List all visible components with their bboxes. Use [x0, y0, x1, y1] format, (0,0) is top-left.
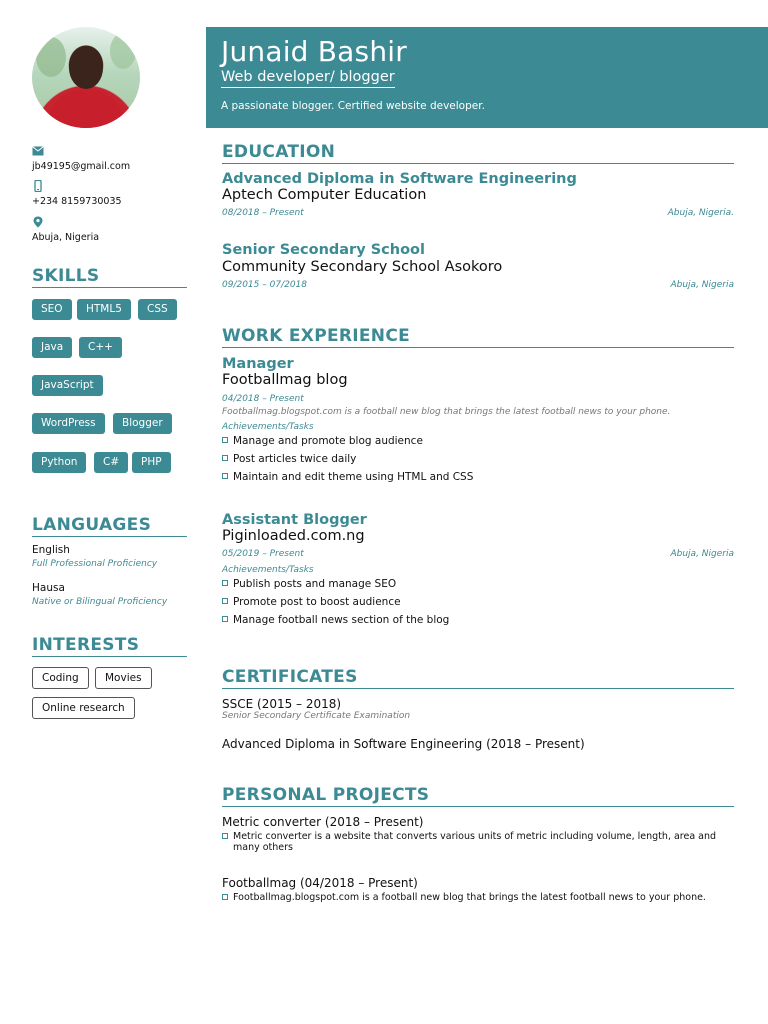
resume-header [206, 27, 768, 128]
email-text: jb49195@gmail.com [32, 161, 131, 172]
education-location: Abuja, Nigeria [670, 280, 734, 290]
education-date: 09/2015 – 07/2018 [222, 280, 307, 290]
job-title: Assistant Blogger [222, 512, 367, 528]
profile-photo [32, 27, 140, 128]
education-school: Aptech Computer Education [222, 187, 427, 203]
bullet-square-icon [222, 473, 228, 479]
location-pin-icon [32, 216, 44, 228]
interest-tag: Movies [95, 667, 152, 689]
certificate-description: Senior Secondary Certificate Examination [222, 711, 411, 721]
task-item: Post articles twice daily [222, 453, 356, 465]
certificate-name: Advanced Diploma in Software Engineering (2018 – Present) [222, 737, 585, 751]
skill-tag: WordPress [32, 413, 105, 434]
skill-tag: Java [32, 337, 72, 358]
bullet-square-icon [222, 616, 228, 622]
education-heading: EDUCATION [222, 142, 734, 164]
job-date: 05/2019 – Present [222, 549, 304, 559]
skill-tag: CSS [138, 299, 177, 320]
job-company: Footballmag blog [222, 372, 348, 388]
envelope-icon [32, 145, 44, 157]
project-name: Footballmag (04/2018 – Present) [222, 876, 418, 890]
phone-icon [32, 180, 44, 192]
certificate-name: SSCE (2015 – 2018) [222, 697, 342, 711]
task-item: Maintain and edit theme using HTML and CSS [222, 471, 473, 483]
skill-tag: Python [32, 452, 86, 473]
contact-location [32, 216, 99, 243]
bullet-square-icon [222, 580, 228, 586]
projects-heading: PERSONAL PROJECTS [222, 785, 734, 807]
contact-email [32, 145, 130, 172]
certificates-heading: CERTIFICATES [222, 667, 734, 689]
job-description: Footballmag.blogspot.com is a football new blog that brings the latest football news to your phone. [222, 407, 671, 417]
skill-tag: C++ [79, 337, 122, 358]
skill-tag: SEO [32, 299, 72, 320]
skills-heading: SKILLS [32, 266, 187, 288]
education-location: Abuja, Nigeria. [667, 208, 734, 218]
work-heading: WORK EXPERIENCE [222, 326, 734, 348]
education-date: 08/2018 – Present [222, 208, 304, 218]
full-name: Junaid Bashir [221, 35, 407, 68]
language-level: Native or Bilingual Proficiency [32, 597, 168, 607]
bullet-square-icon [222, 598, 228, 604]
languages-heading: LANGUAGES [32, 515, 187, 537]
interest-tag: Coding [32, 667, 89, 689]
skill-tag: HTML5 [77, 299, 131, 320]
skill-tag: C# [94, 452, 128, 473]
job-role: Web developer/ blogger [221, 69, 395, 88]
task-item: Promote post to boost audience [222, 596, 401, 608]
task-item: Manage football news section of the blog [222, 614, 449, 626]
task-item: Manage and promote blog audience [222, 435, 423, 447]
job-company: Piginloaded.com.ng [222, 528, 365, 544]
interest-tag: Online research [32, 697, 135, 719]
achievements-label: Achievements/Tasks [222, 422, 314, 432]
skill-tag: Blogger [113, 413, 172, 434]
location-text: Abuja, Nigeria [32, 232, 100, 243]
contact-phone [32, 180, 122, 207]
bullet-square-icon [222, 455, 228, 461]
bullet-square-icon [222, 833, 228, 839]
phone-text: +234 8159730035 [32, 196, 122, 207]
skill-tag: JavaScript [32, 375, 103, 396]
skill-tag: PHP [132, 452, 171, 473]
language-name: English [32, 544, 70, 556]
interests-heading: INTERESTS [32, 635, 187, 657]
project-description: Metric converter is a website that converts various units of metric including volume, length, area and many others [222, 831, 734, 853]
language-level: Full Professional Proficiency [32, 559, 158, 569]
language-name: Hausa [32, 582, 65, 594]
education-title: Senior Secondary School [222, 242, 425, 258]
bullet-square-icon [222, 894, 228, 900]
job-location: Abuja, Nigeria [670, 549, 734, 559]
project-name: Metric converter (2018 – Present) [222, 815, 424, 829]
tagline: A passionate blogger. Certified website developer. [221, 100, 485, 112]
education-title: Advanced Diploma in Software Engineering [222, 171, 577, 187]
achievements-label: Achievements/Tasks [222, 565, 314, 575]
job-date: 04/2018 – Present [222, 394, 304, 404]
education-school: Community Secondary School Asokoro [222, 259, 503, 275]
task-item: Publish posts and manage SEO [222, 578, 396, 590]
project-description: Footballmag.blogspot.com is a football new blog that brings the latest football news to your phone. [222, 892, 734, 903]
bullet-square-icon [222, 437, 228, 443]
job-title: Manager [222, 356, 294, 372]
